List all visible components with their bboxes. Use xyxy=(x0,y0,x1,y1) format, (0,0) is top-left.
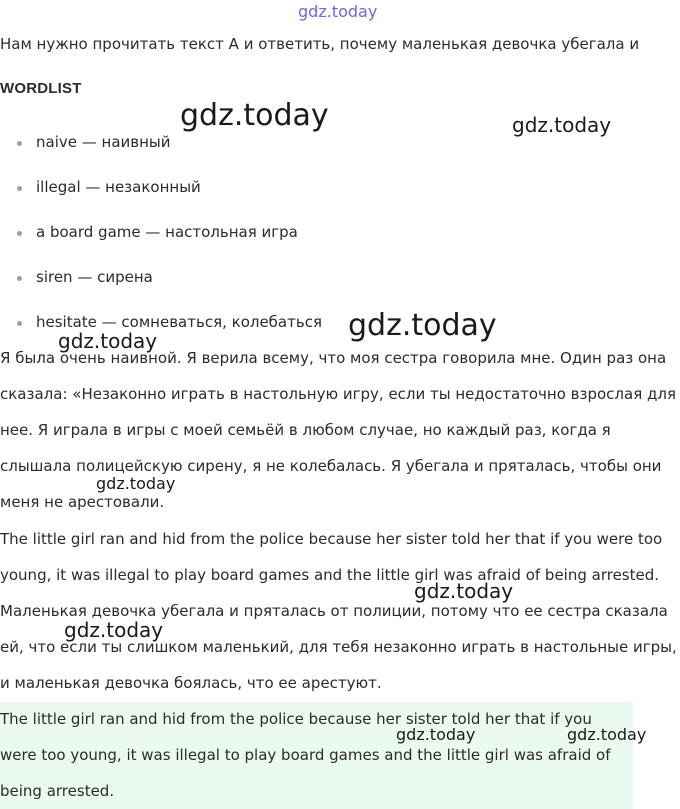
watermark: gdz.today xyxy=(180,98,329,133)
watermark: gdz.today xyxy=(96,474,176,493)
wordlist-item-text: naive — наивный xyxy=(36,133,171,151)
watermark: gdz.today xyxy=(414,579,514,603)
english-answer-paragraph: The little girl ran and hid from the police because her sister told her that if you were too young, it was illegal to play board games and the little girl was afraid of being arrested. xyxy=(0,530,663,584)
wordlist-item-text: hesitate — сомневаться, колебаться xyxy=(36,313,322,331)
highlighted-answer-block xyxy=(0,702,633,809)
bullet-icon xyxy=(17,186,22,191)
wordlist-heading: WORDLIST xyxy=(0,80,82,97)
bullet-icon xyxy=(17,276,22,281)
wordlist-item-text: a board game — настольная игра xyxy=(36,223,298,241)
wordlist xyxy=(0,131,322,356)
bullet-icon xyxy=(17,321,22,326)
bullet-icon xyxy=(17,231,22,236)
watermark-top: gdz.today xyxy=(298,2,378,21)
bullet-icon xyxy=(17,141,22,146)
watermark: gdz.today xyxy=(64,618,164,642)
russian-answer-paragraph: Маленькая девочка убегала и пряталась от полиции, потому что ее сестра сказала ей, что если ты слишком маленький, для тебя незаконно играть в настольные игры, и маленькая девочка боялась, что ее арестуют. xyxy=(0,602,677,692)
wordlist-item-text: illegal — незаконный xyxy=(36,178,201,196)
intro-text: Нам нужно прочитать текст A и ответить, почему маленькая девочка убегала и xyxy=(0,35,640,53)
watermark: gdz.today xyxy=(58,329,158,353)
wordlist-item xyxy=(0,131,322,176)
wordlist-item-text: siren — сирена xyxy=(36,268,153,286)
wordlist-item xyxy=(0,266,322,311)
watermark: gdz.today xyxy=(348,308,497,343)
wordlist-item xyxy=(0,221,322,266)
watermark: gdz.today xyxy=(396,725,476,744)
russian-translation-paragraph: Я была очень наивной. Я верила всему, что моя сестра говорила мне. Один раз она сказала: «Незаконно играть в настольную игру, если ты недостаточно взрослая для нее. Я играла в игры с моей семьёй в любом случае, но каждый раз, когда я слышала полицейскую сирену, я не колебалась. Я убегала и пряталась, чтобы они меня не арестовали. xyxy=(0,349,676,511)
watermark: gdz.today xyxy=(567,725,647,744)
highlighted-answer-paragraph: The little girl ran and hid from the police because her sister told her that if you were too young, it was illegal to play board games and the little girl was afraid of being arrested. xyxy=(0,710,611,800)
watermark: gdz.today xyxy=(512,113,612,137)
wordlist-item xyxy=(0,176,322,221)
